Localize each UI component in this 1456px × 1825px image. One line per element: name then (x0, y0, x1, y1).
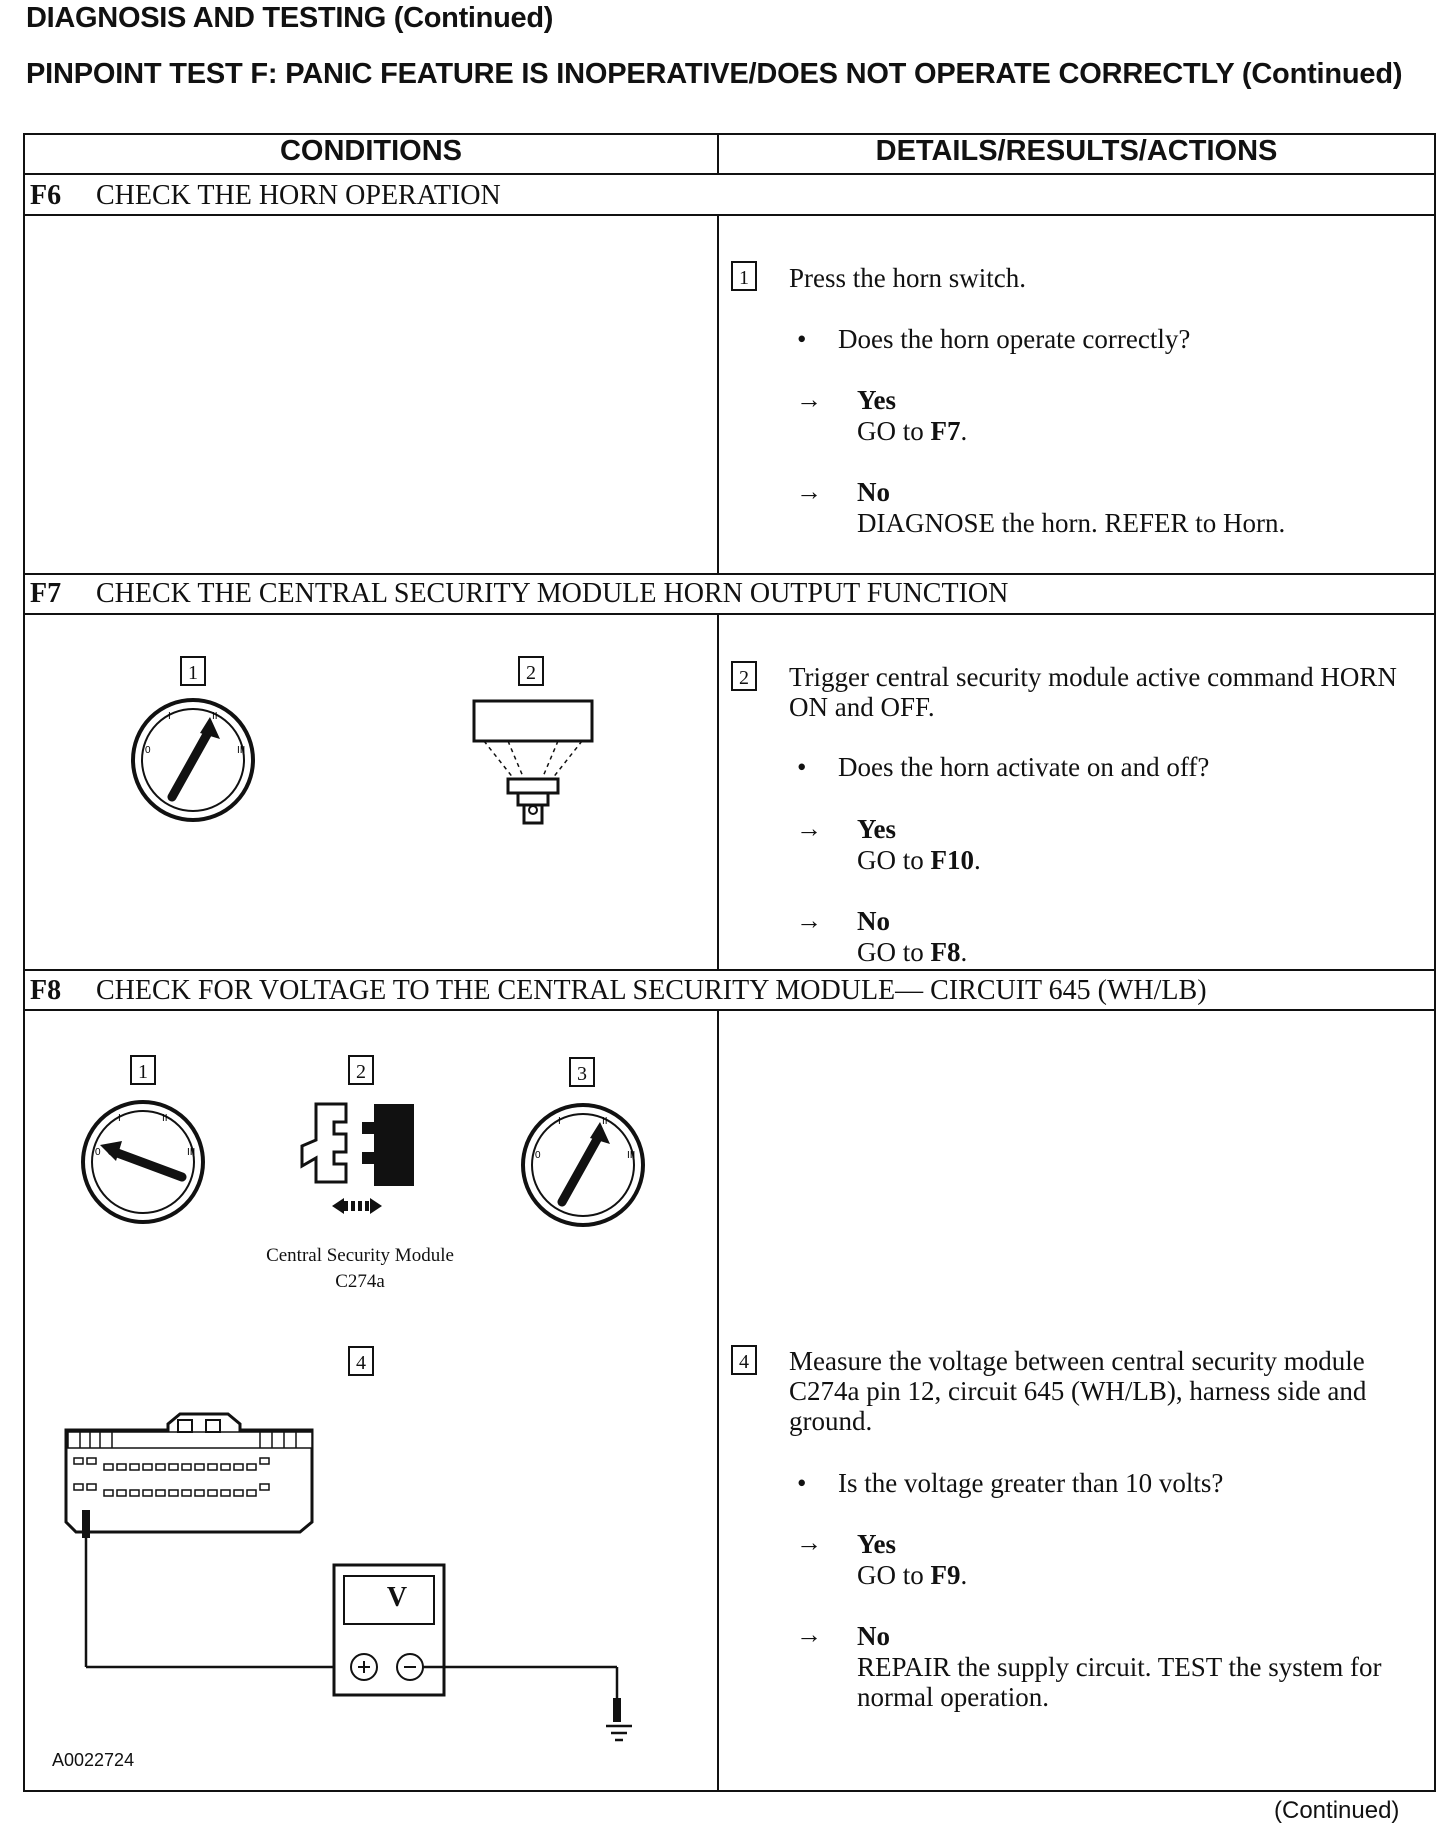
f7-instruction: Trigger central security module active command HORN ON and OFF. (789, 662, 1397, 722)
voltmeter-label: V (386, 1582, 408, 1613)
connector-disconnect-icon (296, 1100, 426, 1220)
svg-text:I: I (558, 1116, 561, 1127)
f7-no-ref: F8 (930, 937, 961, 967)
svg-text:I: I (118, 1113, 121, 1124)
svg-text:III: III (627, 1150, 636, 1161)
arrow-right-icon: → (796, 385, 822, 414)
svg-text:II: II (212, 711, 218, 722)
f6-no-label: No (857, 477, 890, 507)
f7-yes-ref: F10 (930, 845, 974, 875)
arrow-right-icon: → (796, 1528, 822, 1557)
scan-tool-icon (470, 697, 596, 827)
f6-yes-action: GO to F7. (857, 416, 968, 446)
f7-yes-label: Yes (857, 814, 896, 844)
f8-instruction: Measure the voltage between central security module C274a pin 12, circuit 645 (WH/LB), harness side and ground. (789, 1346, 1367, 1436)
step-f6-heading (30, 180, 501, 212)
f6-yes-ref: F7 (930, 416, 961, 446)
step-f8-id: F8 (30, 975, 62, 1006)
connector-caption-id: C274a (335, 1271, 385, 1292)
arrow-right-icon: → (796, 814, 822, 843)
bullet-icon: • (797, 752, 807, 782)
svg-text:I: I (168, 711, 171, 722)
f7-figure-number-2: 2 (518, 656, 544, 686)
f8-no-action: REPAIR the supply circuit. TEST the system for normal operation. (857, 1652, 1382, 1712)
f7-no-label: No (857, 906, 890, 936)
f7-no-text: GO to (857, 937, 924, 967)
ground-icon (604, 1722, 634, 1752)
f6-substep-number: 1 (731, 261, 757, 291)
f8-figure-number-2: 2 (348, 1055, 374, 1085)
f6-question: Does the horn operate correctly? (838, 324, 1191, 354)
ignition-switch-icon (130, 697, 256, 823)
f8-yes-text: GO to (857, 1560, 924, 1590)
f8-yes-action: GO to F9. (857, 1560, 968, 1590)
f7-yes-text: GO to (857, 845, 924, 875)
f8-substep-number: 4 (731, 1345, 757, 1375)
arrow-right-icon: → (796, 1620, 822, 1649)
svg-text:II: II (162, 1113, 168, 1124)
connector-caption-name: Central Security Module (266, 1245, 454, 1266)
page-title: DIAGNOSIS AND TESTING (Continued) (26, 2, 554, 34)
voltmeter-icon (60, 1510, 640, 1750)
svg-text:II: II (602, 1116, 608, 1127)
f6-instruction: Press the horn switch. (789, 263, 1026, 293)
svg-text:III: III (237, 745, 246, 756)
f8-yes-label: Yes (857, 1529, 896, 1559)
f8-question: Is the voltage greater than 10 volts? (838, 1468, 1224, 1498)
step-f6-title: CHECK THE HORN OPERATION (96, 180, 501, 211)
arrow-right-icon: → (796, 906, 822, 935)
f6-no-action: DIAGNOSE the horn. REFER to Horn. (857, 508, 1286, 538)
connector-caption (230, 1243, 490, 1295)
details-header: DETAILS/RESULTS/ACTIONS (875, 135, 1278, 167)
f8-figure-number-3: 3 (569, 1057, 595, 1087)
f8-yes-ref: F9 (930, 1560, 961, 1590)
f7-yes-action: GO to F10. (857, 845, 981, 875)
step-f8-title: CHECK FOR VOLTAGE TO THE CENTRAL SECURITY MODULE— CIRCUIT 645 (WH/LB) (96, 975, 1207, 1006)
svg-text:0: 0 (145, 745, 151, 756)
step-f7-heading (30, 578, 1008, 610)
f7-figure-number-1: 1 (180, 656, 206, 686)
svg-text:III: III (187, 1147, 196, 1158)
figure-id: A0022724 (52, 1750, 135, 1770)
f8-figure-number-1: 1 (130, 1055, 156, 1085)
f7-question: Does the horn activate on and off? (838, 752, 1210, 782)
f8-no-label: No (857, 1621, 890, 1651)
conditions-header: CONDITIONS (279, 135, 463, 167)
svg-text:0: 0 (95, 1147, 101, 1158)
step-f6-id: F6 (30, 180, 62, 211)
continued-footer: (Continued) (1274, 1797, 1400, 1824)
step-f7-id: F7 (30, 578, 62, 609)
svg-text:0: 0 (535, 1150, 541, 1161)
ignition-switch-icon (80, 1099, 206, 1225)
f8-figure-number-4: 4 (348, 1346, 374, 1376)
f6-yes-text: GO to (857, 416, 924, 446)
f7-substep-number: 2 (731, 661, 757, 691)
f7-no-action: GO to F8. (857, 937, 968, 967)
ignition-switch-icon (520, 1102, 646, 1228)
arrow-right-icon: → (796, 477, 822, 506)
step-f8-heading (30, 975, 1207, 1007)
bullet-icon: • (797, 324, 807, 354)
page-subtitle: PINPOINT TEST F: PANIC FEATURE IS INOPERATIVE/DOES NOT OPERATE CORRECTLY (Continued) (26, 58, 1403, 90)
f6-yes-label: Yes (857, 385, 896, 415)
step-f7-title: CHECK THE CENTRAL SECURITY MODULE HORN OUTPUT FUNCTION (96, 578, 1009, 609)
bullet-icon: • (797, 1468, 807, 1498)
